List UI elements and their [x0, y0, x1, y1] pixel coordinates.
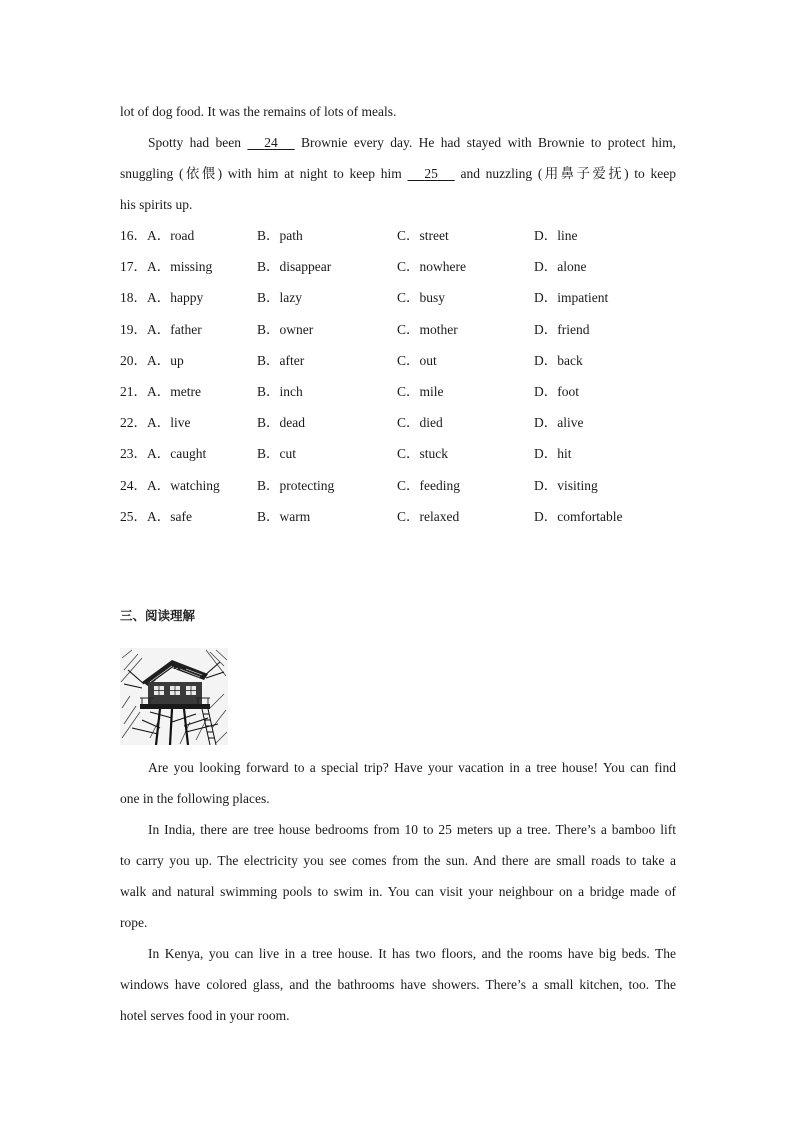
option-a: A．metre [147, 384, 201, 399]
option-b: B．warm [257, 509, 311, 524]
reading-p1-line-2: one in the following places. [120, 791, 270, 806]
option-c: C．out [397, 353, 437, 368]
option-d: D．comfortable [534, 509, 623, 524]
option-d: D．foot [534, 384, 579, 399]
passage-text: Spotty had been [148, 135, 248, 150]
blank-24 [247, 135, 294, 151]
option-c: C．mile [397, 384, 444, 399]
question-row [120, 384, 680, 400]
reading-p3-line-3: hotel serves food in your room. [120, 1008, 290, 1023]
option-a: A．up [147, 353, 184, 368]
question-number: 21． [120, 384, 147, 399]
question-number: 20． [120, 353, 147, 368]
option-a: A．safe [147, 509, 192, 524]
reading-p2-line-3: walk and natural swimming pools to swim in. You can visit your neighbour on a bridge made of [120, 884, 676, 899]
blank-24-number: 24 [264, 135, 278, 150]
reading-p2-line-1: In India, there are tree house bedrooms from 10 to 25 meters up a tree. There’s a bamboo lift [148, 822, 676, 837]
passage-text: snuggling (依偎) with him at night to keep him [120, 166, 408, 181]
option-a: A．live [147, 415, 191, 430]
question-row [120, 259, 680, 275]
question-row [120, 415, 680, 431]
reading-p1-line-1: Are you looking forward to a special trip? Have your vacation in a tree house! You can find [148, 760, 676, 775]
passage-line-4: his spirits up. [120, 197, 193, 212]
question-number: 19． [120, 322, 147, 337]
option-d: D．impatient [534, 290, 609, 305]
question-row [120, 353, 680, 369]
option-b: B．lazy [257, 290, 302, 305]
option-c: C．busy [397, 290, 446, 305]
question-row [120, 228, 680, 244]
question-row [120, 446, 680, 462]
option-a: A．missing [147, 259, 213, 274]
question-row [120, 322, 680, 338]
question-number: 18． [120, 290, 147, 305]
reading-p3-line-1: In Kenya, you can live in a tree house. It has two floors, and the rooms have big beds. The [148, 946, 676, 961]
question-number: 22． [120, 415, 147, 430]
option-c: C．relaxed [397, 509, 460, 524]
blank-25-number: 25 [424, 166, 438, 181]
option-c: C．mother [397, 322, 458, 337]
tree-house-illustration [120, 648, 228, 745]
question-number: 17． [120, 259, 147, 274]
option-b: B．dead [257, 415, 305, 430]
blank-25 [407, 166, 454, 182]
question-number: 25． [120, 509, 147, 524]
reading-p2-line-4: rope. [120, 915, 148, 930]
passage-line-3 [120, 166, 676, 182]
option-d: D．line [534, 228, 578, 243]
section-title: 三、阅读理解 [120, 608, 196, 623]
option-d: D．hit [534, 446, 572, 461]
question-number: 16． [120, 228, 147, 243]
option-b: B．after [257, 353, 305, 368]
option-d: D．visiting [534, 478, 598, 493]
option-b: B．inch [257, 384, 303, 399]
passage-line-1: lot of dog food. It was the remains of lots of meals. [120, 104, 397, 119]
passage-text: and nuzzling (用鼻子爱抚) to keep [460, 166, 677, 181]
option-b: B．cut [257, 446, 296, 461]
option-b: B．path [257, 228, 303, 243]
question-number: 23． [120, 446, 147, 461]
option-d: D．back [534, 353, 583, 368]
question-row [120, 290, 680, 306]
option-d: D．friend [534, 322, 590, 337]
option-b: B．disappear [257, 259, 332, 274]
option-a: A．road [147, 228, 195, 243]
passage-line-2 [148, 135, 676, 151]
option-c: C．street [397, 228, 449, 243]
question-row [120, 478, 680, 494]
option-d: D．alive [534, 415, 584, 430]
reading-p3-line-2: windows have colored glass, and the bathrooms have showers. There’s a small kitchen, too. The [120, 977, 676, 992]
question-row [120, 509, 680, 525]
option-a: A．happy [147, 290, 204, 305]
option-b: B．owner [257, 322, 314, 337]
option-c: C．feeding [397, 478, 460, 493]
question-number: 24． [120, 478, 147, 493]
passage-text: Brownie every day. He had stayed with Brownie to protect him, [301, 135, 676, 150]
option-c: C．nowhere [397, 259, 466, 274]
option-d: D．alone [534, 259, 587, 274]
option-a: A．caught [147, 446, 207, 461]
reading-p2-line-2: to carry you up. The electricity you see comes from the sun. And there are small roads to take a [120, 853, 676, 868]
option-c: C．stuck [397, 446, 449, 461]
option-a: A．watching [147, 478, 220, 493]
option-b: B．protecting [257, 478, 335, 493]
option-c: C．died [397, 415, 443, 430]
option-a: A．father [147, 322, 202, 337]
